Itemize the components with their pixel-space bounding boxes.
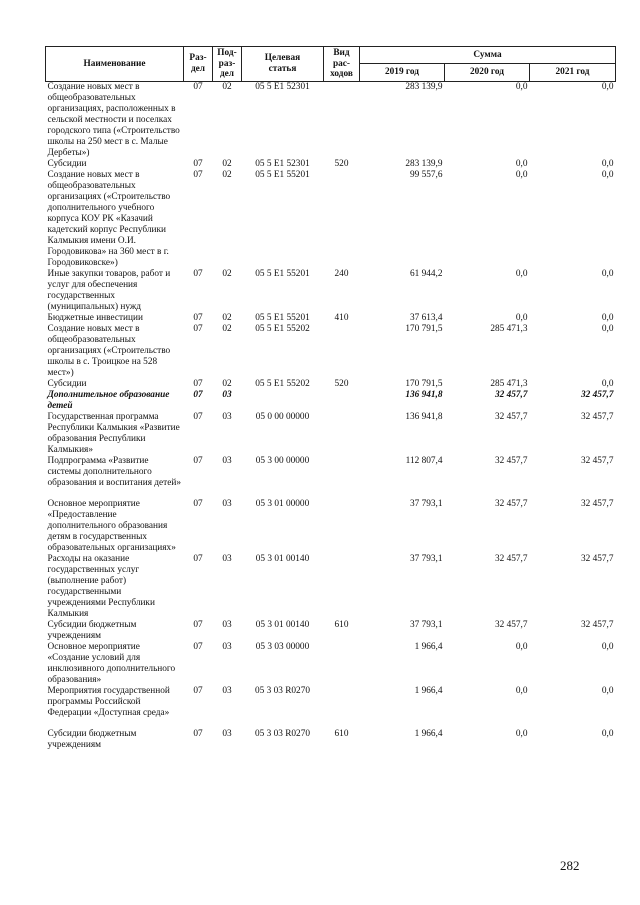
table-row <box>46 170 616 269</box>
cell-2021: 0,0 <box>601 685 614 696</box>
cell-2021: 0,0 <box>601 378 614 389</box>
cell-name: Субсидии <box>47 378 87 389</box>
cell-podrazdel: 02 <box>222 169 232 180</box>
cell-vid <box>324 554 360 620</box>
cell-razdel: 07 <box>193 158 203 169</box>
cell-2020: 32 457,7 <box>494 455 528 466</box>
cell-2019: 283 139,9 <box>405 81 443 92</box>
budget-table <box>45 46 616 751</box>
cell-2020: 0,0 <box>515 685 528 696</box>
cell-2021: 0,0 <box>601 158 614 169</box>
cell-target: 05 5 E1 55202 <box>255 378 310 389</box>
cell-name: Государственная программа Республики Калмыкия «Развитие образования Республики Калмыкия» <box>47 411 180 455</box>
cell-target: 05 0 00 00000 <box>255 411 310 422</box>
page-number: 282 <box>560 858 580 873</box>
cell-target: 05 5 E1 52301 <box>255 81 310 92</box>
cell-vid <box>324 170 360 269</box>
spacer-cell <box>46 719 616 729</box>
cell-2021: 0,0 <box>601 268 614 279</box>
cell-2019: 37 793,1 <box>409 553 443 564</box>
cell-2019: 170 791,5 <box>405 323 443 334</box>
cell-podrazdel: 02 <box>222 378 232 389</box>
header-podrazdel: Под- раз- дел <box>213 47 242 82</box>
cell-podrazdel: 02 <box>222 312 232 323</box>
cell-target: 05 3 03 R0270 <box>254 728 310 739</box>
cell-razdel: 07 <box>193 455 203 466</box>
table-row <box>46 499 616 554</box>
cell-name: Основное мероприятие «Создание условий для инклюзивного дополнительного образования» <box>47 641 176 685</box>
cell-target: 05 5 E1 55201 <box>255 268 310 279</box>
cell-vid <box>324 81 360 159</box>
header-2021: 2021 год <box>530 64 616 81</box>
section-row <box>46 390 616 412</box>
table-row <box>46 324 616 379</box>
cell-2021: 0,0 <box>601 312 614 323</box>
row-spacer <box>46 719 616 729</box>
header-target: Целевая статья <box>242 47 324 82</box>
cell-2019: 99 557,6 <box>409 169 443 180</box>
table-row <box>46 313 616 324</box>
cell-razdel: 07 <box>193 312 203 323</box>
cell-razdel: 07 <box>193 619 203 630</box>
cell-podrazdel: 03 <box>222 553 232 564</box>
table-row <box>46 729 616 751</box>
cell-target: 05 3 00 00000 <box>255 455 310 466</box>
cell-podrazdel: 02 <box>222 81 232 92</box>
cell-name: Иные закупки товаров, работ и услуг для обеспечения государственных (муниципальных) нужд <box>47 268 171 312</box>
cell-2020: 0,0 <box>515 81 528 92</box>
cell-razdel: 07 <box>193 389 203 400</box>
cell-2020: 0,0 <box>515 268 528 279</box>
cell-2020: 0,0 <box>515 728 528 739</box>
cell-2021: 32 457,7 <box>580 411 614 422</box>
cell-2021: 0,0 <box>601 728 614 739</box>
table-row <box>46 412 616 456</box>
cell-2021: 0,0 <box>601 81 614 92</box>
cell-2021: 0,0 <box>601 169 614 180</box>
cell-razdel: 07 <box>193 728 203 739</box>
cell-2019: 112 807,4 <box>405 455 443 466</box>
cell-2019: 283 139,9 <box>405 158 443 169</box>
cell-podrazdel: 03 <box>222 619 232 630</box>
cell-name: Субсидии бюджетным учреждениям <box>47 619 137 641</box>
cell-2021: 32 457,7 <box>580 498 614 509</box>
cell-vid <box>324 456 360 489</box>
cell-name: Создание новых мест в общеобразовательных организациях, расположенных в сельской местности и поселках городского типа («Строительство школы на 250 мест в с. Малые Дербеты») <box>47 81 180 158</box>
cell-target: 05 5 E1 55201 <box>255 312 310 323</box>
cell-2019: 136 941,8 <box>405 389 443 400</box>
cell-podrazdel: 02 <box>222 268 232 279</box>
cell-podrazdel: 03 <box>222 498 232 509</box>
cell-vid: 520 <box>334 158 349 169</box>
cell-name: Создание новых мест в общеобразовательных организациях («Строительство дополнительного учебного корпуса КОУ РК «Казачий кадетский корпус Республики Калмыкия имени О.И. Городовикова» на 360 мест в г. Городовиковске») <box>47 169 171 268</box>
cell-2020: 0,0 <box>515 312 528 323</box>
table-row <box>46 620 616 642</box>
cell-name: Основное мероприятие «Предоставление дополнительного образования детям в государственных образовательных организациях» <box>47 498 176 553</box>
table-header <box>46 47 616 82</box>
cell-name: Субсидии бюджетным учреждениям <box>47 728 137 750</box>
cell-2019: 37 793,1 <box>409 498 443 509</box>
cell-vid <box>324 412 360 456</box>
table-row <box>46 642 616 686</box>
cell-2020: 32 457,7 <box>494 389 528 400</box>
cell-2020: 32 457,7 <box>494 498 528 509</box>
cell-2021: 0,0 <box>601 641 614 652</box>
cell-razdel: 07 <box>193 268 203 279</box>
cell-podrazdel: 03 <box>222 728 232 739</box>
cell-name: Подпрограмма «Развитие системы дополнительного образования и воспитания детей» <box>47 455 181 488</box>
cell-2021: 32 457,7 <box>580 619 614 630</box>
cell-vid: 410 <box>334 312 349 323</box>
cell-target: 05 3 03 00000 <box>255 641 310 652</box>
cell-name: Расходы на оказание государственных услуг (выполнение работ) государственными учреждениями Республики Калмыкия <box>47 553 155 619</box>
cell-target: 05 3 01 00140 <box>255 619 310 630</box>
cell-vid <box>324 324 360 379</box>
cell-2019: 37 793,1 <box>409 619 443 630</box>
header-name: Наименование <box>46 47 184 82</box>
cell-name: Создание новых мест в общеобразовательных организациях («Строительство школы в с. Троицкое на 528 мест») <box>47 323 171 378</box>
cell-podrazdel: 03 <box>222 389 232 400</box>
cell-2020: 285 471,3 <box>490 378 528 389</box>
header-razdel: Раз- дел <box>184 47 213 82</box>
cell-podrazdel: 02 <box>222 158 232 169</box>
table-row <box>46 456 616 489</box>
cell-2020: 285 471,3 <box>490 323 528 334</box>
cell-razdel: 07 <box>193 641 203 652</box>
cell-2019: 1 966,4 <box>414 728 443 739</box>
table-row <box>46 379 616 390</box>
table-row <box>46 81 616 159</box>
cell-podrazdel: 03 <box>222 455 232 466</box>
cell-razdel: 07 <box>193 378 203 389</box>
cell-2019: 170 791,5 <box>405 378 443 389</box>
table-row <box>46 554 616 620</box>
cell-target <box>242 390 324 412</box>
table-row <box>46 159 616 170</box>
table-row <box>46 269 616 313</box>
cell-vid: 520 <box>334 378 349 389</box>
table-row <box>46 686 616 719</box>
cell-razdel: 07 <box>193 81 203 92</box>
cell-target: 05 5 E1 55201 <box>255 169 310 180</box>
cell-2021: 32 457,7 <box>580 389 614 400</box>
cell-2020: 0,0 <box>515 158 528 169</box>
header-vid: Вид рас- ходов <box>324 47 360 82</box>
header-2020: 2020 год <box>445 64 530 81</box>
header-2019: 2019 год <box>360 64 445 81</box>
table-body <box>46 81 616 751</box>
cell-2021: 32 457,7 <box>580 455 614 466</box>
cell-2019: 1 966,4 <box>414 685 443 696</box>
cell-razdel: 07 <box>193 169 203 180</box>
cell-name: Дополнительное образование детей <box>47 389 170 411</box>
cell-podrazdel: 03 <box>222 685 232 696</box>
cell-2020: 0,0 <box>515 641 528 652</box>
cell-2019: 136 941,8 <box>405 411 443 422</box>
cell-vid: 240 <box>334 268 349 279</box>
cell-vid <box>324 499 360 554</box>
cell-podrazdel: 02 <box>222 323 232 334</box>
cell-2021: 32 457,7 <box>580 553 614 564</box>
cell-name: Бюджетные инвестиции <box>47 312 143 323</box>
cell-podrazdel: 03 <box>222 411 232 422</box>
cell-vid: 610 <box>334 728 349 739</box>
cell-name: Мероприятия государственной программы Российской Федерации «Доступная среда» <box>47 685 170 718</box>
cell-vid <box>324 642 360 686</box>
cell-2019: 61 944,2 <box>409 268 443 279</box>
cell-2020: 32 457,7 <box>494 553 528 564</box>
spacer-cell <box>46 489 616 499</box>
cell-target: 05 3 01 00140 <box>255 553 310 564</box>
cell-vid <box>324 686 360 719</box>
cell-vid: 610 <box>334 619 349 630</box>
cell-2020: 32 457,7 <box>494 619 528 630</box>
cell-target: 05 3 03 R0270 <box>254 685 310 696</box>
cell-razdel: 07 <box>193 498 203 509</box>
cell-vid <box>324 390 360 412</box>
cell-2019: 1 966,4 <box>414 641 443 652</box>
cell-razdel: 07 <box>193 553 203 564</box>
cell-name: Субсидии <box>47 158 87 169</box>
cell-razdel: 07 <box>193 411 203 422</box>
cell-target: 05 5 E1 55202 <box>255 323 310 334</box>
cell-podrazdel: 03 <box>222 641 232 652</box>
cell-target: 05 5 E1 52301 <box>255 158 310 169</box>
header-sum: Сумма <box>360 47 616 64</box>
cell-razdel: 07 <box>193 685 203 696</box>
row-spacer <box>46 489 616 499</box>
cell-razdel: 07 <box>193 323 203 334</box>
cell-2019: 37 613,4 <box>409 312 443 323</box>
cell-2020: 32 457,7 <box>494 411 528 422</box>
cell-2021: 0,0 <box>601 323 614 334</box>
cell-2020: 0,0 <box>515 169 528 180</box>
cell-target: 05 3 01 00000 <box>255 498 310 509</box>
